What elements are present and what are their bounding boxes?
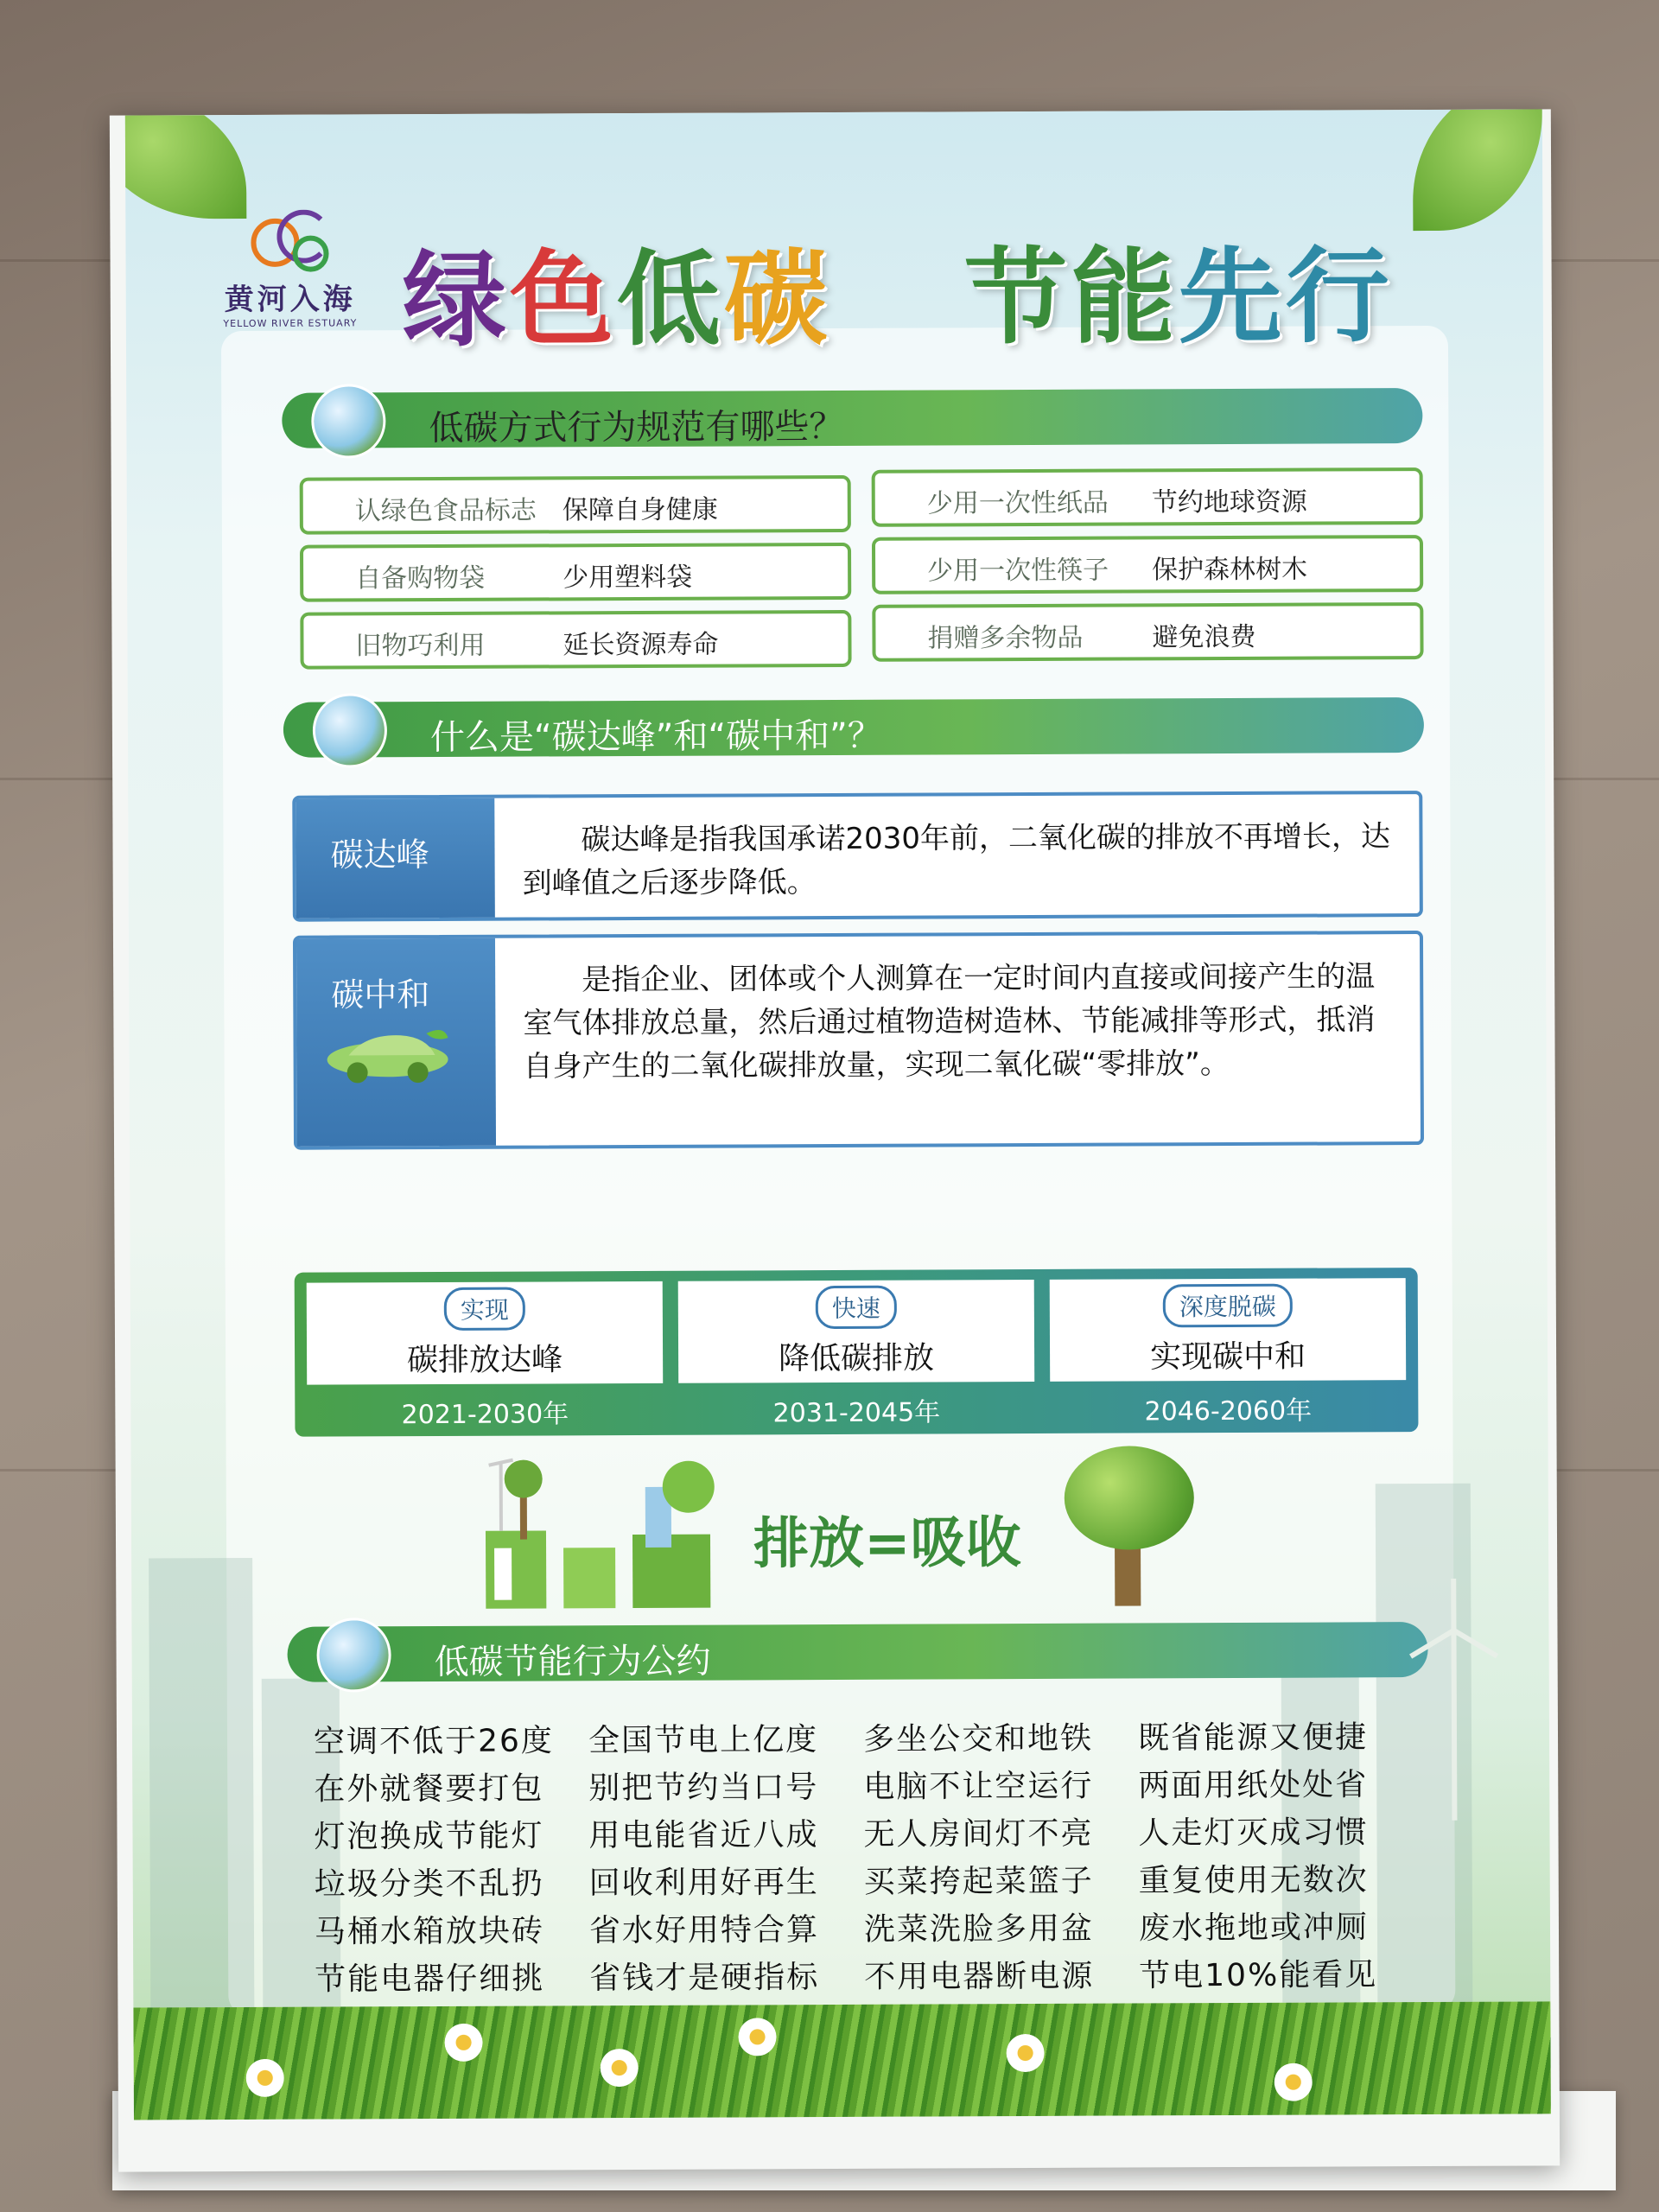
pledge-line: 省水好用特合算 bbox=[588, 1912, 820, 1949]
globe-icon bbox=[311, 384, 385, 458]
pledge-line: 重复使用无数次 bbox=[1138, 1862, 1369, 1899]
pledge-line: 电脑不让空运行 bbox=[863, 1768, 1094, 1805]
title-char: 行 bbox=[1285, 237, 1394, 358]
pledge-line: 不用电器断电源 bbox=[864, 1958, 1095, 1995]
pledge-line: 废水拖地或冲厕 bbox=[1138, 1910, 1370, 1947]
daisy-icon bbox=[246, 2059, 284, 2097]
behavior-action: 自备购物袋 bbox=[355, 563, 486, 594]
behavior-item bbox=[300, 610, 851, 670]
title-char: 碳 bbox=[723, 239, 832, 360]
co2-green-city-icon bbox=[477, 1452, 737, 1618]
timeline-tag: 快速 bbox=[816, 1286, 897, 1329]
behavior-benefit: 少用塑料袋 bbox=[563, 562, 693, 594]
daisy-icon bbox=[601, 2049, 639, 2087]
pledge-line: 省钱才是硬指标 bbox=[589, 1960, 820, 1997]
section-title: 低碳方式行为规范有哪些？ bbox=[429, 406, 844, 449]
building-silhouette bbox=[149, 1558, 254, 2008]
section-header-behaviors bbox=[282, 388, 1422, 448]
grass-border bbox=[133, 2001, 1551, 2120]
timeline-years: 2021-2030年 bbox=[401, 1399, 569, 1431]
pledge-row bbox=[315, 1950, 1524, 2003]
daisy-icon bbox=[738, 2018, 776, 2056]
leaf-decoration bbox=[125, 109, 247, 219]
pledge-line: 两面用纸处处省 bbox=[1138, 1767, 1369, 1804]
behavior-benefit: 延长资源寿命 bbox=[563, 629, 719, 661]
section-title: 什么是“碳达峰”和“碳中和”？ bbox=[429, 715, 882, 759]
section-header-pledge bbox=[287, 1622, 1427, 1682]
definition-carbon-neutral bbox=[293, 931, 1424, 1150]
behavior-benefit: 节约地球资源 bbox=[1151, 486, 1307, 518]
pledge-grid bbox=[314, 1713, 1525, 2050]
title-part-1 bbox=[402, 216, 831, 366]
pledge-row bbox=[314, 1760, 1523, 1813]
timeline-tag: 深度脱碳 bbox=[1163, 1284, 1293, 1328]
logo bbox=[212, 209, 368, 340]
pledge-line: 节能电器仔细挑 bbox=[315, 1961, 545, 1998]
logo-mark-icon bbox=[251, 210, 328, 270]
section-header-carbon bbox=[283, 697, 1424, 758]
pledge-line: 空调不低于26度 bbox=[313, 1723, 554, 1760]
poster-sheet bbox=[110, 109, 1560, 2171]
pledge-row bbox=[314, 1808, 1523, 1860]
pledge-line: 买菜挎起菜篮子 bbox=[863, 1863, 1094, 1900]
pledge-line: 灯泡换成节能灯 bbox=[314, 1818, 544, 1855]
daisy-icon bbox=[1007, 2034, 1045, 2072]
wind-turbine-icon bbox=[1402, 1579, 1506, 1821]
behavior-action: 捐赠多余物品 bbox=[927, 622, 1084, 654]
timeline-text: 实现碳中和 bbox=[1149, 1338, 1306, 1376]
behavior-benefit: 避免浪费 bbox=[1152, 621, 1256, 653]
definition-label-text: 碳中和 bbox=[331, 976, 430, 1014]
pledge-row bbox=[314, 1713, 1523, 1765]
definition-label bbox=[296, 938, 496, 1147]
pledge-line: 别把节约当口号 bbox=[588, 1770, 819, 1807]
pledge-line: 回收利用好再生 bbox=[588, 1865, 819, 1902]
pledge-line: 无人房间灯不亮 bbox=[863, 1815, 1094, 1853]
pledge-row bbox=[315, 1903, 1524, 1955]
behavior-benefit: 保障自身健康 bbox=[562, 494, 718, 526]
globe-icon bbox=[313, 693, 387, 767]
timeline-stage bbox=[678, 1280, 1035, 1383]
timeline-years: 2046-2060年 bbox=[1144, 1395, 1313, 1427]
section-title: 低碳节能行为公约 bbox=[434, 1641, 711, 1683]
definition-label-text: 碳达峰 bbox=[330, 836, 429, 874]
pledge-line: 在外就餐要打包 bbox=[314, 1770, 544, 1808]
timeline-years: 2031-2045年 bbox=[772, 1397, 941, 1429]
behavior-item bbox=[872, 602, 1423, 662]
daisy-icon bbox=[444, 2024, 482, 2062]
pledge-line: 全国节电上亿度 bbox=[588, 1722, 819, 1759]
timeline-stage bbox=[1050, 1278, 1407, 1382]
poster bbox=[125, 109, 1551, 2120]
timeline-text: 碳排放达峰 bbox=[407, 1342, 563, 1379]
timeline-stage bbox=[307, 1281, 664, 1385]
globe-icon bbox=[316, 1618, 391, 1692]
behavior-item bbox=[872, 535, 1423, 594]
title-char: 先 bbox=[1178, 237, 1287, 359]
definition-text: 是指企业、团体或个人测算在一定时间内直接或间接产生的温室气体排放总量，然后通过植物造树造林、节能减排等形式，抵消自身产生的二氧化碳排放量，实现二氧化碳“零排放”。 bbox=[523, 959, 1376, 1084]
pledge-line: 垃圾分类不乱扔 bbox=[314, 1866, 544, 1903]
title-char: 绿 bbox=[402, 240, 511, 362]
title-part-2 bbox=[963, 213, 1393, 364]
pledge-line: 洗菜洗脸多用盆 bbox=[863, 1910, 1095, 1948]
title-char: 节 bbox=[963, 238, 1072, 359]
eco-car-icon bbox=[322, 1025, 452, 1086]
definition-text: 碳达峰是指我国承诺2030年前，二氧化碳的排放不再增长，达到峰值之后逐步降低。 bbox=[522, 819, 1391, 901]
behavior-benefit: 保护森林树木 bbox=[1152, 554, 1308, 586]
title-char: 低 bbox=[616, 239, 725, 361]
pledge-line: 人走灯灭成习惯 bbox=[1138, 1815, 1369, 1852]
daisy-icon bbox=[1274, 2063, 1313, 2101]
logo-name: 黄河入海 bbox=[224, 282, 356, 318]
behavior-item bbox=[300, 543, 851, 602]
definition-carbon-peak bbox=[292, 791, 1423, 922]
pledge-row bbox=[315, 1855, 1524, 1908]
timeline-tag: 实现 bbox=[444, 1287, 525, 1331]
timeline-text: 降低碳排放 bbox=[778, 1340, 935, 1377]
leaf-decoration bbox=[1413, 109, 1543, 231]
behavior-item bbox=[300, 475, 851, 535]
title-char: 能 bbox=[1071, 238, 1179, 359]
behavior-action: 认绿色食品标志 bbox=[354, 495, 537, 527]
emission-equals-absorption: 排放=吸收 bbox=[753, 1511, 1021, 1577]
tree-icon bbox=[125, 109, 1542, 115]
behavior-action: 少用一次性筷子 bbox=[927, 555, 1109, 587]
behavior-action: 少用一次性纸品 bbox=[926, 487, 1109, 519]
pledge-line: 用电能省近八成 bbox=[588, 1817, 819, 1854]
logo-english-name: YELLOW RIVER ESTUARY bbox=[223, 317, 358, 330]
carbon-timeline bbox=[295, 1268, 1419, 1437]
pledge-line: 节电10%能看见 bbox=[1139, 1957, 1378, 1994]
behavior-action: 旧物巧利用 bbox=[355, 630, 486, 662]
title-char: 色 bbox=[509, 240, 618, 361]
pledge-line: 既省能源又便捷 bbox=[1137, 1719, 1369, 1757]
pledge-line: 多坐公交和地铁 bbox=[862, 1720, 1094, 1758]
behavior-item bbox=[872, 467, 1423, 527]
definition-label bbox=[296, 798, 495, 918]
pledge-line: 马桶水箱放块砖 bbox=[314, 1913, 545, 1950]
